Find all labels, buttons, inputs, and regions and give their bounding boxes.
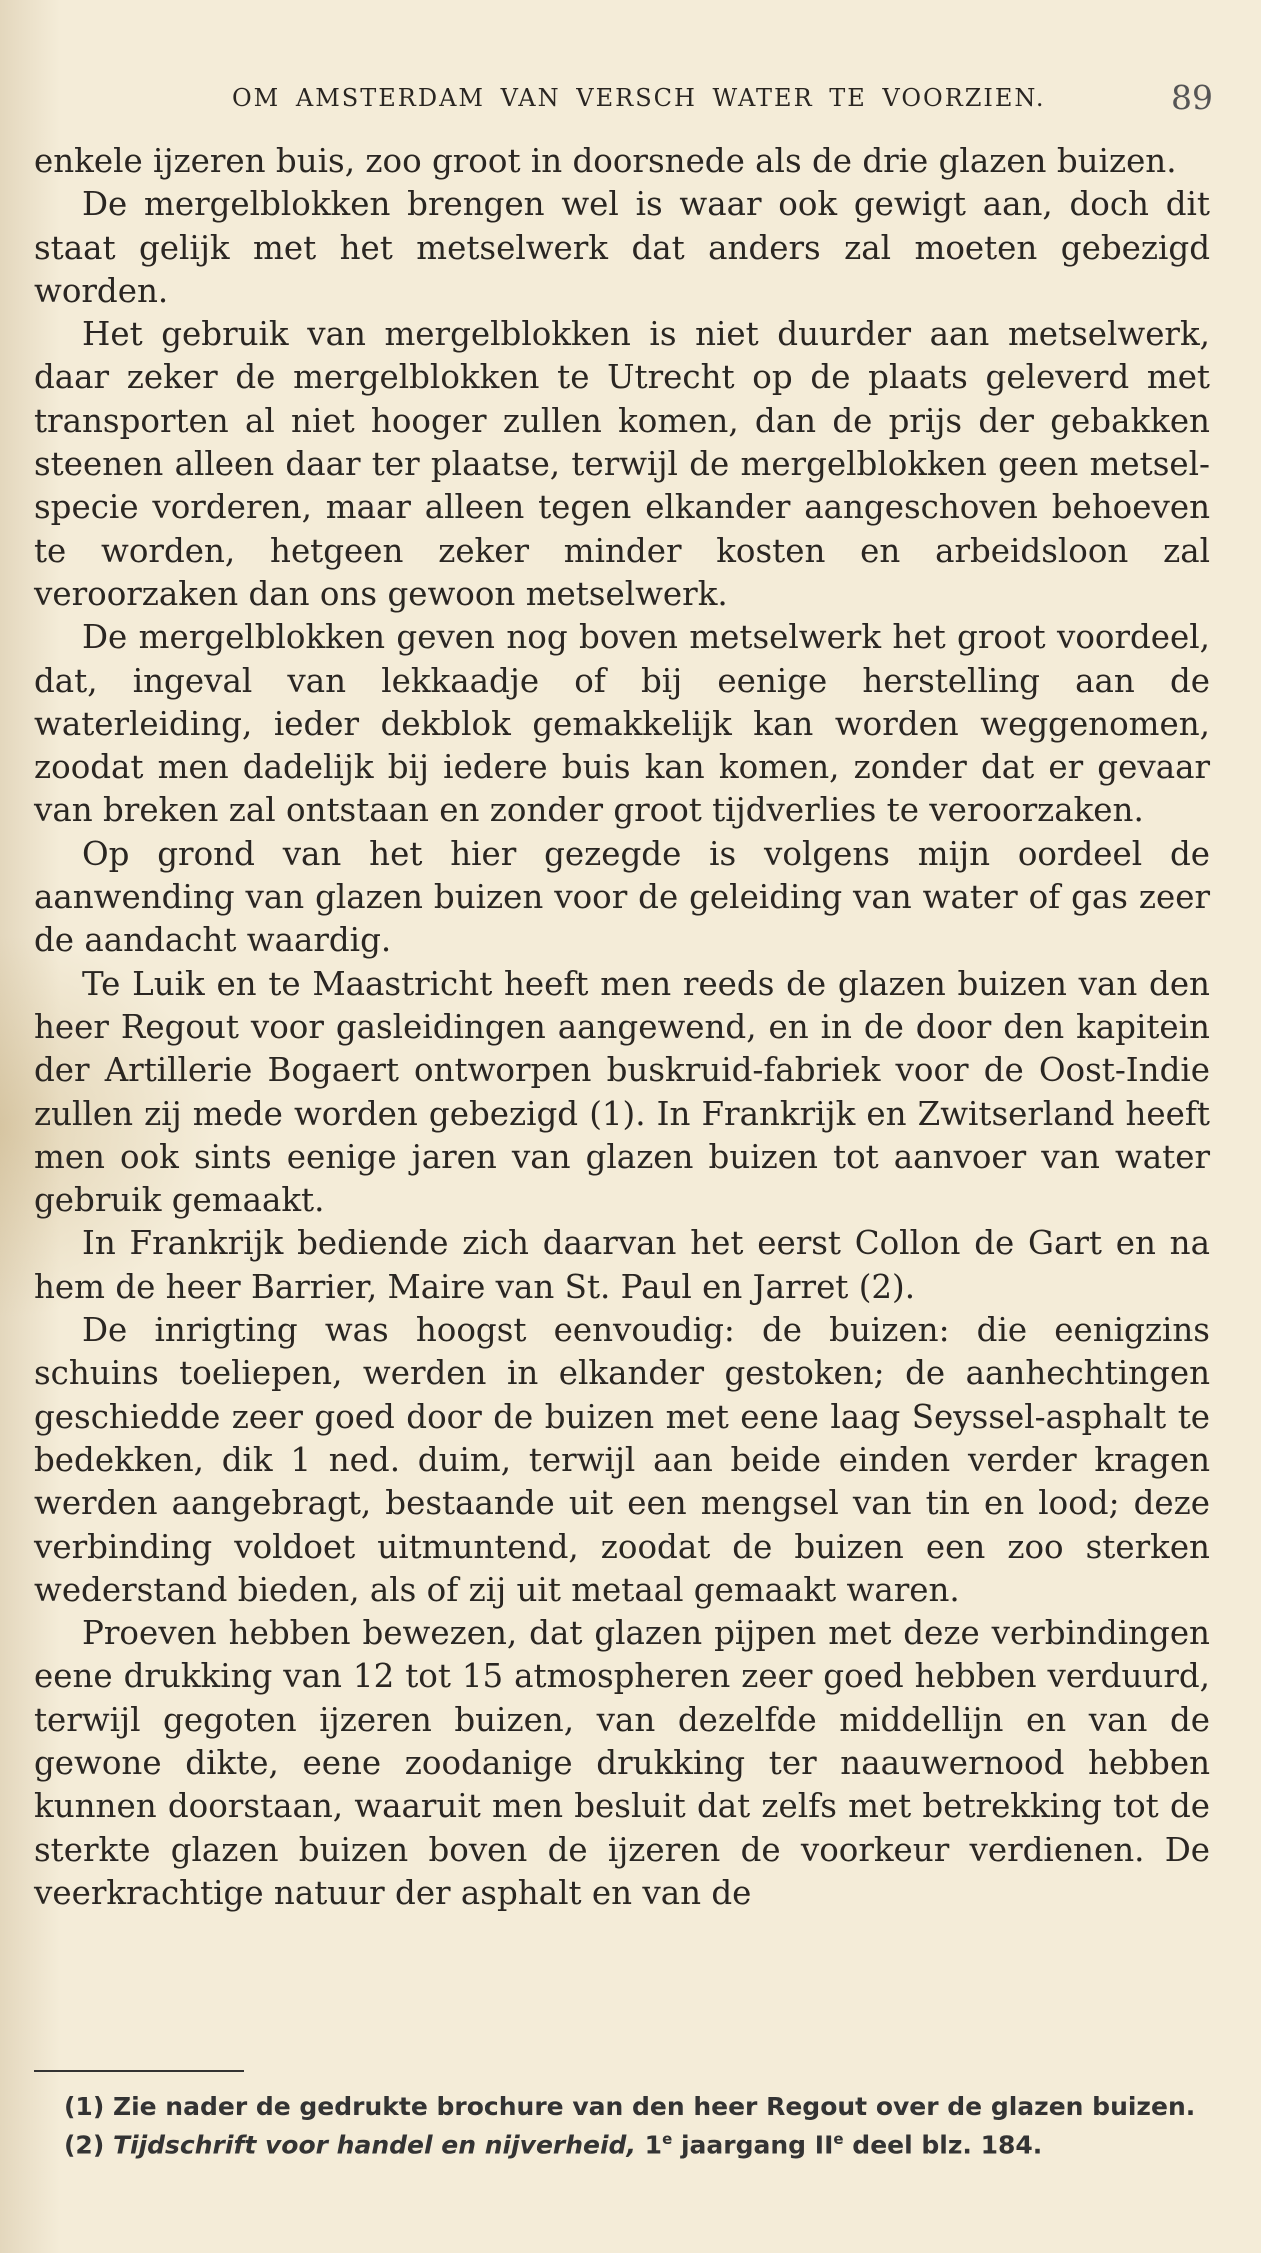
paragraph: De mergelblokken geven nog boven metselwerk het groot voordeel, dat, ingeval van lekkaadje of bij eenige herstelling aan de waterleiding, ieder dekblok gemakkelijk kan worden weggenomen, zoodat men dadelijk bij iedere buis kan komen, zonder dat er gevaar van breken zal ontstaan en zonder groot tijdverlies te veroorzaken.	[34, 618, 1210, 830]
footnotes	[34, 2090, 1210, 2161]
footnote-2-volume: jaargang II	[680, 2130, 834, 2160]
paragraph: De mergelblokken brengen wel is waar ook gewigt aan, doch dit staat gelijk met het metselwerk dat anders zal moeten gebezigd worden.	[34, 185, 1210, 310]
paragraph: Proeven hebben bewezen, dat glazen pijpen met deze verbindingen eene drukking van 12 tot 15 atmospheren zeer goed hebben verduurd, terwijl gegoten ijzeren buizen, van dezelfde middellijn en van de gewone dikte, eene zoodanige drukking ter naauwernood hebben kunnen doorstaan, waaruit men besluit dat zelfs met betrekking tot de sterkte glazen buizen boven de ijzeren de voorkeur verdienen. De veerkrachtige natuur der asphalt en van de	[34, 1614, 1210, 1912]
paragraph: De inrigting was hoogst eenvoudig: de buizen: die eenigzins schuins toeliepen, werden in elkander gestoken; de aanhechtingen geschiedde zeer goed door de buizen met eene laag Seyssel-asphalt te bedekken, dik 1 ned. duim, terwijl aan beide einden verder kragen werden aangebragt, bestaande uit een mengsel van tin en lood; deze verbinding voldoet uitmuntend, zoodat de buizen een zoo sterken wederstand bieden, als of zij uit metaal gemaakt waren.	[34, 1311, 1210, 1609]
paragraph: In Frankrijk bediende zich daarvan het eerst Collon de Gart en na hem de heer Barrier, Maire van St. Paul en Jarret (2).	[34, 1224, 1210, 1306]
body-text	[34, 140, 1210, 1915]
paragraph-continuation: enkele ijzeren buis, zoo groot in doorsnede als de drie glazen buizen.	[34, 142, 1177, 180]
footnote-2-edition-number: 1	[644, 2130, 663, 2160]
footnote-2	[34, 2123, 1210, 2161]
footnote-2-part-superscript: e	[833, 2130, 844, 2148]
paragraph: Te Luik en te Maastricht heeft men reeds de glazen buizen van den heer Regout voor gasleidingen aangewend, en in de door den kapitein der Artillerie Bogaert ontworpen buskruid-fabriek voor de Oost-Indie zullen zij mede worden gebezigd (1). In Frankrijk en Zwitserland heeft men ook sints eenige jaren van glazen buizen tot aanvoer van water gebruik gemaakt.	[34, 964, 1210, 1220]
footnote-1: (1) Zie nader de gedrukte brochure van den heer Regout over de glazen buizen.	[64, 2092, 1196, 2121]
page-header	[0, 78, 1261, 124]
footnote-2-edition-superscript: e	[662, 2130, 673, 2148]
footnote-2-page-ref: deel blz. 184.	[852, 2130, 1043, 2160]
page-number: 89	[1171, 78, 1213, 117]
paragraph: Op grond van het hier gezegde is volgens mijn oordeel de aanwending van glazen buizen voor de geleiding van water of gas zeer de aandacht waardig.	[34, 834, 1210, 960]
footnote-2-marker: (2)	[64, 2130, 105, 2160]
footnote-divider	[34, 2070, 244, 2072]
footnote-2-journal-title: Tijdschrift voor handel en nijverheid,	[112, 2130, 636, 2160]
running-title: OM AMSTERDAM VAN VERSCH WATER TE VOORZIEN.	[232, 84, 1046, 112]
paragraph: Het gebruik van mergelblokken is niet duurder aan metselwerk, daar zeker de mergelblokken te Utrecht op de plaats geleverd met transporten al niet hooger zullen komen, dan de prijs der gebakken steenen alleen daar ter plaatse, terwijl de mergelblokken geen metsel-specie vorderen, maar alleen tegen elkander aangeschoven behoeven te worden, hetgeen zeker minder kosten en arbeidsloon zal veroorzaken dan ons gewoon metselwerk.	[34, 315, 1210, 613]
